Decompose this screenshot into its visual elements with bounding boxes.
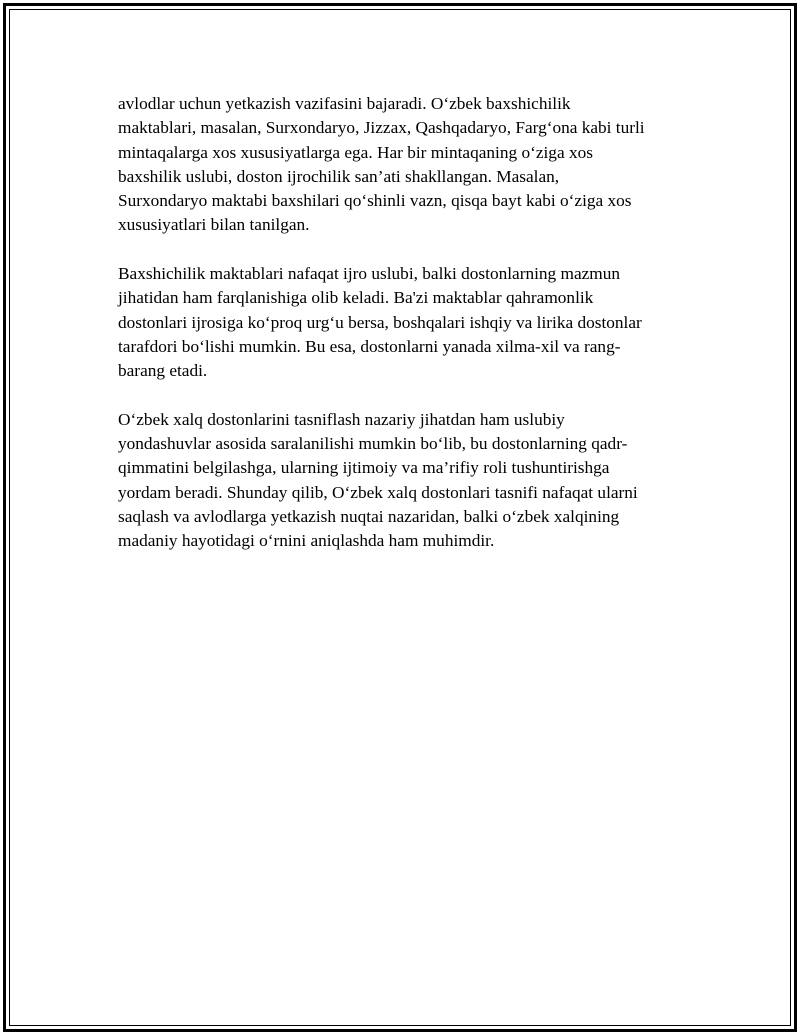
paragraph-3: O‘zbek xalq dostonlarini tasniflash nazariy jihatdan ham uslubiy yondashuvlar asosida saralanilishi mumkin bo‘lib, bu dostonlarning qadr- qimmatini belgilashga, ularning ijtimoiy va ma’rifiy roli tushuntirishga yordam beradi. Shunday qilib, O‘zbek xalq dostonlari tasnifi nafaqat ularni saqlash va avlodlarga yetkazish nuqtai nazaridan, balki o‘zbek xalqining madaniy hayotidagi o‘rnini aniqlashda ham muhimdir. xyxy=(118,409,638,551)
paragraph-1: avlodlar uchun yetkazish vazifasini bajaradi. O‘zbek baxshichilik maktablari, masalan, Surxondaryo, Jizzax, Qashqadaryo, Farg‘ona kabi turli mintaqalarga xos xususiyatlarga ega. Har bir mintaqaning o‘ziga xos baxshilik uslubi, doston ijrochilik san’ati shakllangan. Masalan, Surxondaryo maktabi baxshilari qo‘shinli vazn, qisqa bayt kabi o‘ziga xos xususiyatlari bilan tanilgan. xyxy=(118,94,645,235)
document-body xyxy=(118,92,678,578)
paragraph-2: Baxshichilik maktablari nafaqat ijro uslubi, balki dostonlarning mazmun jihatidan ham farqlanishiga olib keladi. Ba'zi maktablar qahramonlik dostonlari ijrosiga ko‘proq urg‘u bersa, boshqalari ishqiy va lirika dostonlar tarafdori bo‘lishi mumkin. Bu esa, dostonlarni yanada xilma-xil va rang- barang etadi. xyxy=(118,264,642,381)
